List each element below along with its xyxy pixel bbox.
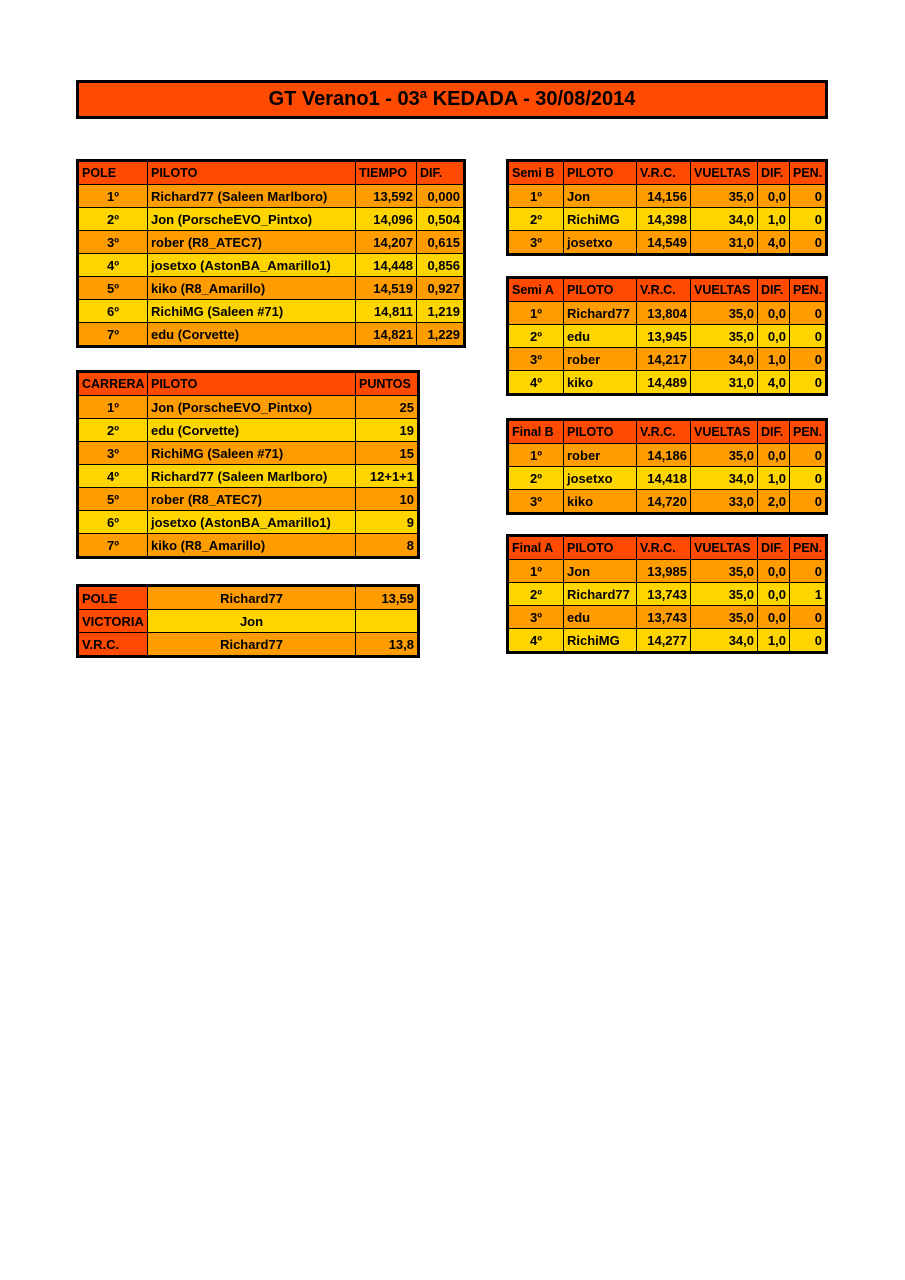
table-row [508, 371, 827, 395]
laps-cell: 34,0 [691, 348, 758, 371]
driver-cell: kiko [564, 490, 637, 514]
table-row [78, 534, 419, 558]
table-row [508, 185, 827, 208]
vrc-cell: 14,398 [637, 208, 691, 231]
points-cell: 8 [356, 534, 419, 558]
driver-cell: Richard77 (Saleen Marlboro) [148, 465, 356, 488]
table-row [508, 490, 827, 514]
penalty-cell: 0 [790, 325, 827, 348]
laps-cell: 35,0 [691, 185, 758, 208]
position-cell: 6º [78, 511, 148, 534]
final-b-table [506, 418, 828, 515]
diff-cell: 1,0 [758, 629, 790, 653]
table-row [78, 254, 465, 277]
driver-cell: josetxo [564, 467, 637, 490]
summary-value [356, 610, 419, 633]
driver-cell: rober [564, 444, 637, 467]
laps-cell: 34,0 [691, 208, 758, 231]
points-cell: 19 [356, 419, 419, 442]
vrc-cell: 14,720 [637, 490, 691, 514]
laps-cell: 35,0 [691, 325, 758, 348]
position-cell: 4º [508, 371, 564, 395]
laps-cell: 34,0 [691, 629, 758, 653]
header-cell: PILOTO [564, 420, 637, 444]
table-row [78, 488, 419, 511]
position-cell: 1º [508, 444, 564, 467]
table-row [78, 442, 419, 465]
semi-a-table [506, 276, 828, 396]
diff-cell: 1,229 [417, 323, 465, 347]
position-cell: 4º [78, 254, 148, 277]
header-cell: DIF. [758, 536, 790, 560]
time-cell: 14,811 [356, 300, 417, 323]
diff-cell: 1,0 [758, 208, 790, 231]
header-cell: CARRERA [78, 372, 148, 396]
table-row [78, 419, 419, 442]
diff-cell: 1,0 [758, 467, 790, 490]
points-cell: 15 [356, 442, 419, 465]
table-row [508, 467, 827, 490]
position-cell: 3º [508, 231, 564, 255]
diff-cell: 0,0 [758, 325, 790, 348]
summary-row [78, 586, 419, 610]
table-row [78, 300, 465, 323]
header-cell: Final A [508, 536, 564, 560]
vrc-cell: 14,489 [637, 371, 691, 395]
header-cell: VUELTAS [691, 420, 758, 444]
driver-cell: RichiMG (Saleen #71) [148, 442, 356, 465]
table-row [508, 302, 827, 325]
table-row [78, 277, 465, 300]
penalty-cell: 0 [790, 371, 827, 395]
position-cell: 1º [78, 185, 148, 208]
summary-table [76, 584, 420, 658]
diff-cell: 0,0 [758, 302, 790, 325]
table-row [508, 444, 827, 467]
vrc-cell: 13,743 [637, 583, 691, 606]
laps-cell: 35,0 [691, 606, 758, 629]
vrc-cell: 14,277 [637, 629, 691, 653]
vrc-cell: 13,804 [637, 302, 691, 325]
driver-cell: RichiMG [564, 208, 637, 231]
driver-cell: edu (Corvette) [148, 323, 356, 347]
carrera-table [76, 370, 420, 559]
driver-cell: kiko [564, 371, 637, 395]
final-a-table [506, 534, 828, 654]
penalty-cell: 0 [790, 606, 827, 629]
table-row [78, 511, 419, 534]
header-cell: PUNTOS [356, 372, 419, 396]
driver-cell: Richard77 [564, 302, 637, 325]
pole-table [76, 159, 466, 348]
table-header-row [508, 278, 827, 302]
table-row [78, 465, 419, 488]
header-cell: V.R.C. [637, 161, 691, 185]
diff-cell: 0,927 [417, 277, 465, 300]
diff-cell: 0,0 [758, 444, 790, 467]
header-cell: V.R.C. [637, 278, 691, 302]
position-cell: 1º [508, 185, 564, 208]
penalty-cell: 0 [790, 444, 827, 467]
laps-cell: 35,0 [691, 583, 758, 606]
diff-cell: 0,856 [417, 254, 465, 277]
summary-row [78, 610, 419, 633]
position-cell: 5º [78, 277, 148, 300]
header-cell: DIF. [417, 161, 465, 185]
laps-cell: 35,0 [691, 560, 758, 583]
vrc-cell: 14,418 [637, 467, 691, 490]
diff-cell: 2,0 [758, 490, 790, 514]
vrc-cell: 13,985 [637, 560, 691, 583]
points-cell: 10 [356, 488, 419, 511]
driver-cell: rober (R8_ATEC7) [148, 488, 356, 511]
summary-driver: Jon [148, 610, 356, 633]
laps-cell: 31,0 [691, 371, 758, 395]
header-cell: PILOTO [148, 161, 356, 185]
diff-cell: 1,219 [417, 300, 465, 323]
table-row [508, 560, 827, 583]
points-cell: 25 [356, 396, 419, 419]
header-cell: PILOTO [564, 278, 637, 302]
position-cell: 3º [78, 442, 148, 465]
position-cell: 7º [78, 323, 148, 347]
driver-cell: rober (R8_ATEC7) [148, 231, 356, 254]
diff-cell: 0,0 [758, 583, 790, 606]
summary-row [78, 633, 419, 657]
diff-cell: 0,504 [417, 208, 465, 231]
driver-cell: edu [564, 606, 637, 629]
header-cell: V.R.C. [637, 420, 691, 444]
driver-cell: Jon [564, 185, 637, 208]
header-cell: DIF. [758, 278, 790, 302]
diff-cell: 0,0 [758, 185, 790, 208]
table-row [508, 348, 827, 371]
driver-cell: josetxo [564, 231, 637, 255]
vrc-cell: 14,217 [637, 348, 691, 371]
driver-cell: kiko (R8_Amarillo) [148, 277, 356, 300]
header-cell: PILOTO [148, 372, 356, 396]
page-title: GT Verano1 - 03ª KEDADA - 30/08/2014 [76, 80, 828, 119]
table-row [78, 396, 419, 419]
driver-cell: edu (Corvette) [148, 419, 356, 442]
penalty-cell: 0 [790, 467, 827, 490]
position-cell: 3º [78, 231, 148, 254]
header-cell: PEN. [790, 278, 827, 302]
table-row [78, 323, 465, 347]
header-cell: Semi A [508, 278, 564, 302]
time-cell: 14,207 [356, 231, 417, 254]
diff-cell: 4,0 [758, 231, 790, 255]
driver-cell: kiko (R8_Amarillo) [148, 534, 356, 558]
position-cell: 3º [508, 348, 564, 371]
penalty-cell: 1 [790, 583, 827, 606]
summary-driver: Richard77 [148, 633, 356, 657]
table-row [508, 208, 827, 231]
table-row [78, 208, 465, 231]
position-cell: 3º [508, 606, 564, 629]
driver-cell: josetxo (AstonBA_Amarillo1) [148, 254, 356, 277]
position-cell: 2º [508, 467, 564, 490]
penalty-cell: 0 [790, 302, 827, 325]
table-row [508, 606, 827, 629]
position-cell: 2º [78, 208, 148, 231]
driver-cell: RichiMG [564, 629, 637, 653]
table-header-row [78, 161, 465, 185]
position-cell: 5º [78, 488, 148, 511]
time-cell: 13,592 [356, 185, 417, 208]
table-header-row [508, 161, 827, 185]
points-cell: 12+1+1 [356, 465, 419, 488]
vrc-cell: 13,945 [637, 325, 691, 348]
table-row [508, 583, 827, 606]
driver-cell: rober [564, 348, 637, 371]
header-cell: VUELTAS [691, 536, 758, 560]
driver-cell: Jon (PorscheEVO_Pintxo) [148, 396, 356, 419]
penalty-cell: 0 [790, 560, 827, 583]
semi-b-table [506, 159, 828, 256]
header-cell: PEN. [790, 420, 827, 444]
diff-cell: 0,0 [758, 560, 790, 583]
position-cell: 2º [508, 583, 564, 606]
position-cell: 3º [508, 490, 564, 514]
position-cell: 1º [78, 396, 148, 419]
header-cell: PILOTO [564, 161, 637, 185]
summary-driver: Richard77 [148, 586, 356, 610]
header-cell: DIF. [758, 420, 790, 444]
table-row [78, 231, 465, 254]
laps-cell: 35,0 [691, 302, 758, 325]
summary-label: POLE [78, 586, 148, 610]
position-cell: 4º [508, 629, 564, 653]
header-cell: PEN. [790, 536, 827, 560]
diff-cell: 1,0 [758, 348, 790, 371]
table-header-row [508, 536, 827, 560]
driver-cell: edu [564, 325, 637, 348]
vrc-cell: 14,186 [637, 444, 691, 467]
header-cell: PEN. [790, 161, 827, 185]
driver-cell: josetxo (AstonBA_Amarillo1) [148, 511, 356, 534]
table-header-row [508, 420, 827, 444]
diff-cell: 0,615 [417, 231, 465, 254]
position-cell: 1º [508, 560, 564, 583]
header-cell: V.R.C. [637, 536, 691, 560]
position-cell: 2º [78, 419, 148, 442]
driver-cell: Richard77 (Saleen Marlboro) [148, 185, 356, 208]
table-header-row [78, 372, 419, 396]
laps-cell: 35,0 [691, 444, 758, 467]
summary-value: 13,59 [356, 586, 419, 610]
laps-cell: 34,0 [691, 467, 758, 490]
time-cell: 14,448 [356, 254, 417, 277]
penalty-cell: 0 [790, 490, 827, 514]
table-row [508, 231, 827, 255]
header-cell: VUELTAS [691, 161, 758, 185]
time-cell: 14,096 [356, 208, 417, 231]
points-cell: 9 [356, 511, 419, 534]
table-row [78, 185, 465, 208]
driver-cell: Jon (PorscheEVO_Pintxo) [148, 208, 356, 231]
diff-cell: 4,0 [758, 371, 790, 395]
penalty-cell: 0 [790, 629, 827, 653]
vrc-cell: 13,743 [637, 606, 691, 629]
position-cell: 2º [508, 325, 564, 348]
summary-label: VICTORIA [78, 610, 148, 633]
table-row [508, 325, 827, 348]
diff-cell: 0,000 [417, 185, 465, 208]
header-cell: PILOTO [564, 536, 637, 560]
driver-cell: Richard77 [564, 583, 637, 606]
header-cell: Semi B [508, 161, 564, 185]
position-cell: 1º [508, 302, 564, 325]
vrc-cell: 14,156 [637, 185, 691, 208]
vrc-cell: 14,549 [637, 231, 691, 255]
header-cell: Final B [508, 420, 564, 444]
penalty-cell: 0 [790, 185, 827, 208]
time-cell: 14,821 [356, 323, 417, 347]
laps-cell: 31,0 [691, 231, 758, 255]
header-cell: VUELTAS [691, 278, 758, 302]
penalty-cell: 0 [790, 348, 827, 371]
driver-cell: RichiMG (Saleen #71) [148, 300, 356, 323]
position-cell: 7º [78, 534, 148, 558]
laps-cell: 33,0 [691, 490, 758, 514]
penalty-cell: 0 [790, 208, 827, 231]
summary-label: V.R.C. [78, 633, 148, 657]
header-cell: POLE [78, 161, 148, 185]
penalty-cell: 0 [790, 231, 827, 255]
summary-value: 13,8 [356, 633, 419, 657]
time-cell: 14,519 [356, 277, 417, 300]
position-cell: 2º [508, 208, 564, 231]
driver-cell: Jon [564, 560, 637, 583]
diff-cell: 0,0 [758, 606, 790, 629]
table-row [508, 629, 827, 653]
position-cell: 4º [78, 465, 148, 488]
position-cell: 6º [78, 300, 148, 323]
header-cell: TIEMPO [356, 161, 417, 185]
header-cell: DIF. [758, 161, 790, 185]
